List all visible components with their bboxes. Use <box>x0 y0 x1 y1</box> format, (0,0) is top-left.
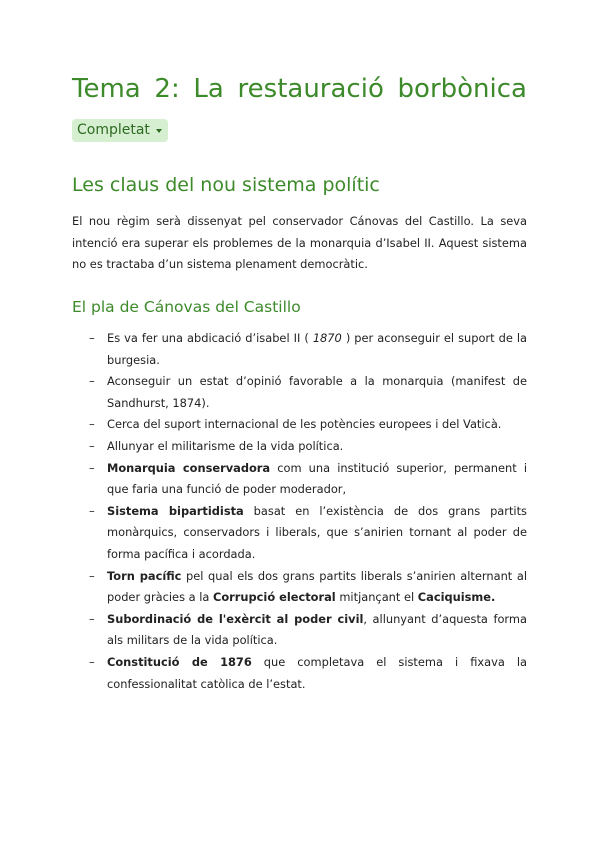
emphasis-text: Corrupció electoral <box>213 590 336 605</box>
section-intro-paragraph: El nou règim serà dissenyat pel conservador Cánovas del Castillo. La seva intenció era superar els problemes de la monarquia d’Isabel II. Aquest sistema no es tractaba d’un sistema plenament democràtic. <box>72 214 527 271</box>
bullet-marker: – <box>89 611 95 626</box>
bullet-marker: – <box>89 460 95 475</box>
bullet-list <box>89 328 527 695</box>
list-item <box>89 609 527 652</box>
list-item-text: basat en l’existència de dos grans partits monàrquics, conservadors i liberals, que s’anirien tornant al poder de forma pacífica i acordada. <box>107 503 527 561</box>
list-item <box>89 328 527 371</box>
emphasis-text: Torn pacífic <box>107 568 182 583</box>
subsection-heading: El pla de Cánovas del Castillo <box>72 298 301 316</box>
bullet-marker: – <box>89 654 95 669</box>
list-item-text: Es va fer una abdicació d’isabel II ( <box>107 331 313 345</box>
emphasis-text: Constitució de 1876 <box>107 654 252 669</box>
list-item-text: , allunyant d’aquesta forma als militars de la vida política. <box>107 611 527 648</box>
status-dropdown[interactable] <box>72 119 168 142</box>
bullet-marker: – <box>89 374 95 389</box>
list-item <box>89 652 527 695</box>
emphasis-text: Subordinació de l'exèrcit al poder civil <box>107 611 364 626</box>
list-item-text: Cerca del suport internacional de les potències europees i del Vaticà. <box>107 417 502 432</box>
emphasis-text: Monarquia conservadora <box>107 460 271 475</box>
italic-text: 1870 <box>312 331 342 345</box>
page-title: Tema 2: La restauració borbònica <box>72 74 527 104</box>
list-item <box>89 501 527 566</box>
list-item-text: Allunyar el militarisme de la vida política. <box>107 438 344 453</box>
emphasis-text: Sistema bipartidista <box>107 503 244 518</box>
list-item-text: com una institució superior, permanent i que faria una funció de poder moderador, <box>107 460 527 497</box>
list-item <box>89 458 527 501</box>
caret-down-icon <box>156 129 162 133</box>
bullet-marker: – <box>89 503 95 518</box>
list-item <box>89 371 527 414</box>
list-item-text: pel qual els dos grans partits liberals s’anirien alternant al poder gràcies a la <box>107 568 527 605</box>
list-item <box>89 436 527 458</box>
list-item <box>89 414 527 436</box>
bullet-marker: – <box>89 568 95 583</box>
bullet-marker: – <box>89 331 95 345</box>
bullet-marker: – <box>89 438 95 453</box>
list-item <box>89 566 527 609</box>
list-item-text: ) per aconseguir el suport de la burgesia. <box>107 331 527 367</box>
status-label: Completat <box>77 122 150 138</box>
list-item-text: Aconseguir un estat d’opinió favorable a la monarquia (manifest de Sandhurst, 1874). <box>107 374 527 410</box>
list-item-text: mitjançant el <box>335 590 418 605</box>
list-item-text: que completava el sistema i fixava la confessionalitat catòlica de l’estat. <box>107 654 527 691</box>
bullet-marker: – <box>89 417 95 432</box>
emphasis-text: Caciquisme. <box>417 590 496 605</box>
section-heading: Les claus del nou sistema polític <box>72 174 380 196</box>
